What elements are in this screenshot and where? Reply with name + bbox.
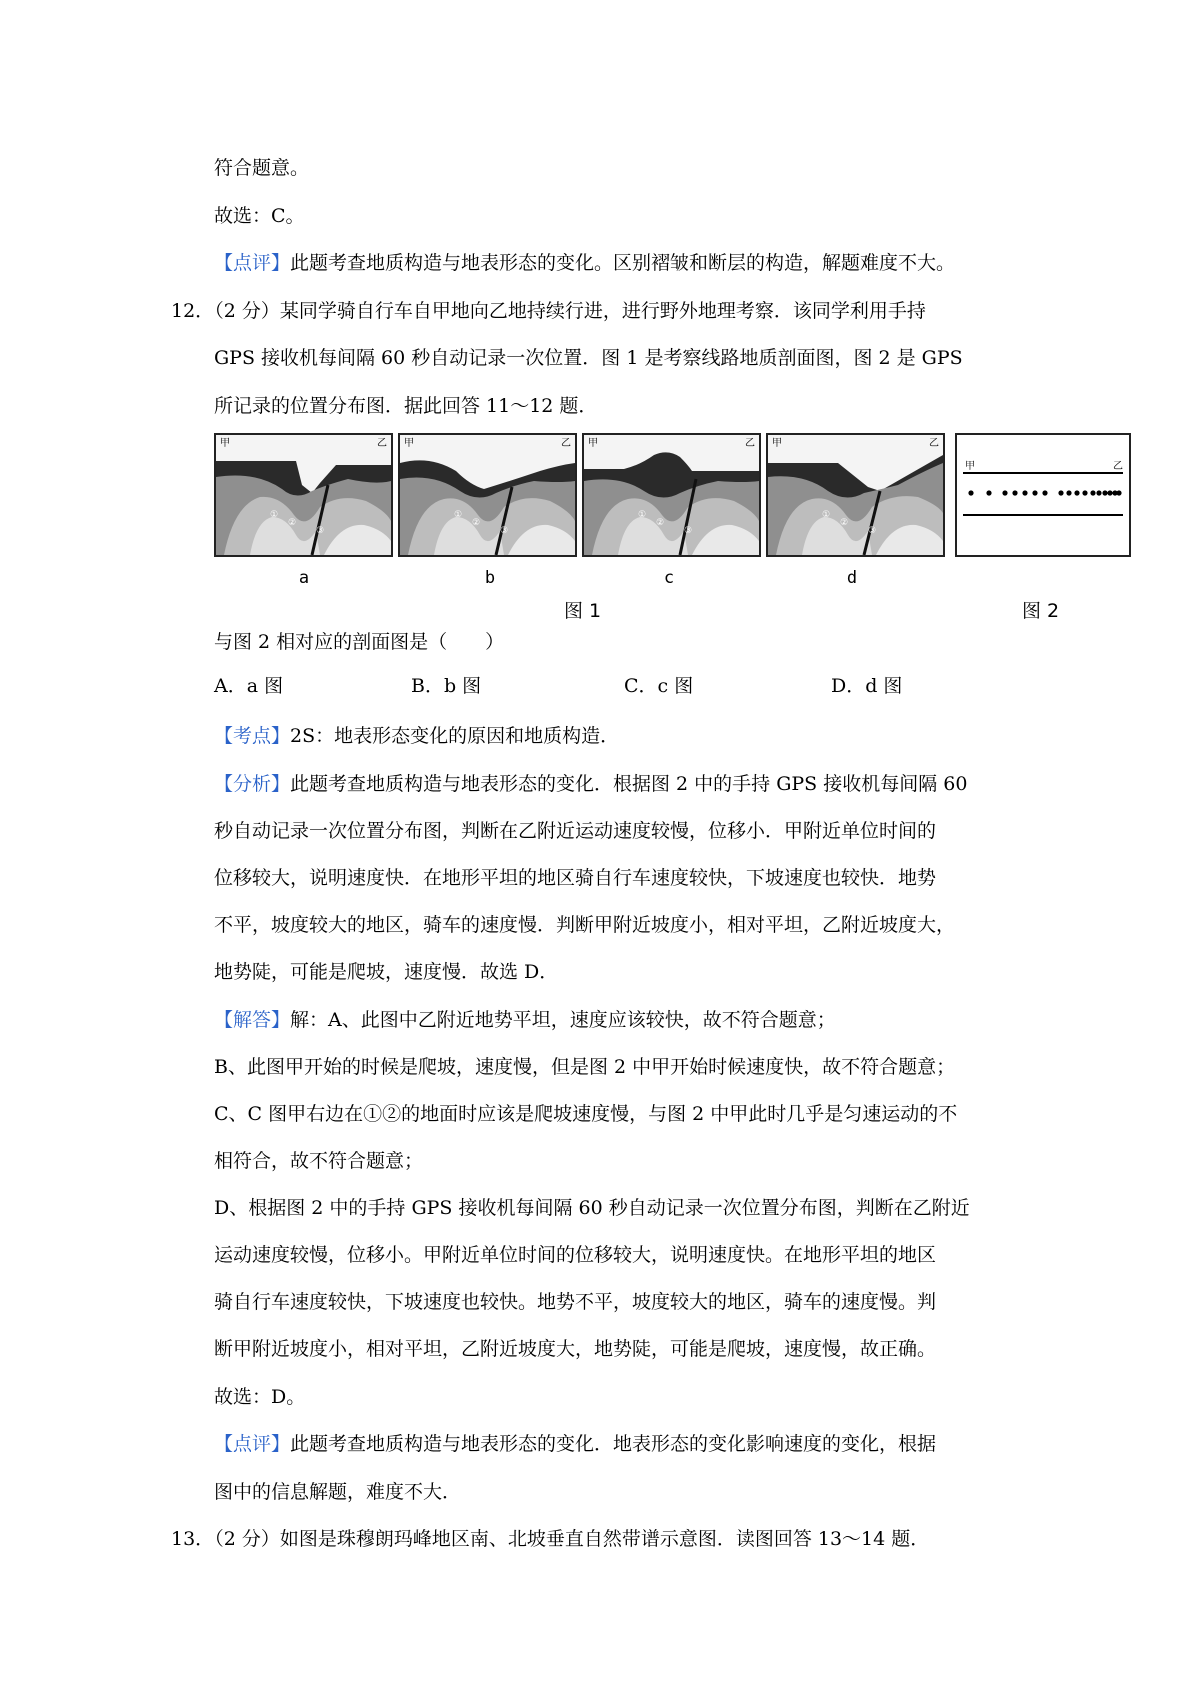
gps-dot bbox=[1102, 490, 1107, 495]
panel-label-c: c bbox=[663, 568, 675, 588]
figure-cross-sections bbox=[214, 433, 1134, 623]
layer-mark-1: ① bbox=[270, 510, 279, 520]
layer-mark-3: ③ bbox=[316, 526, 325, 536]
gps-dot bbox=[1116, 490, 1121, 495]
solution-line-2: B、此图甲开始的时候是爬坡，速度慢，但是图 2 中甲开始时候速度快，故不符合题意； bbox=[214, 1056, 956, 1078]
corner-right-label: 乙 bbox=[929, 438, 939, 449]
figure-1-caption: 图 1 bbox=[564, 600, 602, 622]
gps-dot bbox=[1042, 490, 1047, 495]
layer-mark-3: ③ bbox=[684, 526, 693, 536]
corner-left-label: 甲 bbox=[965, 461, 975, 472]
section-panel-a bbox=[214, 433, 393, 557]
gps-dot bbox=[1032, 490, 1037, 495]
solution-line-3: C、C 图甲右边在①②的地面时应该是爬坡速度慢，与图 2 中甲此时几乎是匀速运动的不 bbox=[214, 1103, 958, 1125]
question-prompt: 与图 2 相对应的剖面图是（ ） bbox=[214, 631, 505, 653]
section-panel-b bbox=[398, 433, 577, 557]
layer-mark-1: ① bbox=[638, 510, 647, 520]
gps-dot bbox=[1058, 490, 1063, 495]
question-number: 13． bbox=[171, 1528, 215, 1550]
question-12-line-3: 所记录的位置分布图．据此回答 11～12 题． bbox=[214, 395, 598, 417]
solution-text: 解：A、此图中乙附近地势平坦，速度应该较快，故不符合题意； bbox=[290, 1009, 836, 1031]
layer-mark-2: ② bbox=[472, 518, 481, 528]
corner-left-label: 甲 bbox=[220, 438, 230, 449]
section-panel-d bbox=[766, 433, 945, 557]
option-d[interactable]: D．d 图 bbox=[831, 675, 903, 697]
corner-right-label: 乙 bbox=[377, 438, 387, 449]
gps-dot bbox=[1022, 490, 1027, 495]
gps-dot bbox=[1096, 490, 1101, 495]
corner-left-label: 甲 bbox=[404, 438, 414, 449]
cross-section-d bbox=[768, 435, 943, 555]
question-12-line-1 bbox=[171, 297, 926, 325]
layer-mark-3: ③ bbox=[500, 526, 509, 536]
gps-position-panel bbox=[955, 433, 1131, 557]
layer-mark-3: ③ bbox=[868, 526, 877, 536]
kaodian-line bbox=[214, 722, 619, 750]
corner-right-label: 乙 bbox=[745, 438, 755, 449]
solution-line-6: 运动速度较慢，位移小。甲附近单位时间的位移较大，说明速度快。在地形平坦的地区 bbox=[214, 1244, 937, 1266]
layer-mark-2: ② bbox=[656, 518, 665, 528]
gps-dot bbox=[1107, 490, 1112, 495]
gps-dot-chart bbox=[957, 435, 1129, 555]
solution-tag: 【解答】 bbox=[214, 1009, 291, 1031]
layer-mark-1: ① bbox=[822, 510, 831, 520]
answer-line: 故选：C。 bbox=[214, 205, 305, 227]
question-number: 12． bbox=[171, 300, 215, 322]
option-c[interactable]: C．c 图 bbox=[624, 675, 694, 697]
text-line: 符合题意。 bbox=[214, 157, 310, 179]
analysis-line-1 bbox=[214, 770, 967, 798]
panel-label-d: d bbox=[846, 568, 858, 588]
review-line-2: 图中的信息解题，难度不大． bbox=[214, 1481, 462, 1503]
corner-right-label: 乙 bbox=[1113, 461, 1123, 472]
layer-mark-1: ① bbox=[454, 510, 463, 520]
kaodian-text: 2S：地表形态变化的原因和地质构造． bbox=[290, 725, 620, 747]
corner-right-label: 乙 bbox=[561, 438, 571, 449]
comment-line bbox=[214, 249, 955, 277]
analysis-line-2: 秒自动记录一次位置分布图，判断在乙附近运动速度较慢，位移小．甲附近单位时间的 bbox=[214, 820, 937, 842]
kaodian-tag: 【考点】 bbox=[214, 725, 291, 747]
review-text: 此题考查地质构造与地表形态的变化．地表形态的变化影响速度的变化，根据 bbox=[290, 1433, 937, 1455]
gps-dot bbox=[1074, 490, 1079, 495]
answer-options bbox=[214, 672, 1014, 702]
panel-label-b: b bbox=[484, 568, 496, 588]
review-line-1 bbox=[214, 1430, 936, 1458]
figure-2-caption: 图 2 bbox=[1022, 600, 1060, 622]
solution-line-8: 断甲附近坡度小，相对平坦，乙附近坡度大，地势陡，可能是爬坡，速度慢，故正确。 bbox=[214, 1338, 937, 1360]
question-text: （2 分）如图是珠穆朗玛峰地区南、北坡垂直自然带谱示意图．读图回答 13～14 题． bbox=[214, 1528, 930, 1550]
corner-left-label: 甲 bbox=[588, 438, 598, 449]
comment-text: 此题考查地质构造与地表形态的变化。区别褶皱和断层的构造，解题难度不大。 bbox=[290, 252, 956, 274]
cross-section-c bbox=[584, 435, 759, 555]
solution-line-1 bbox=[214, 1006, 836, 1034]
comment-tag: 【点评】 bbox=[214, 252, 291, 274]
review-tag: 【点评】 bbox=[214, 1433, 291, 1455]
gps-dot bbox=[1090, 490, 1095, 495]
analysis-line-4: 不平，坡度较大的地区，骑车的速度慢．判断甲附近坡度小，相对平坦，乙附近坡度大， bbox=[214, 914, 956, 936]
analysis-line-3: 位移较大，说明速度快．在地形平坦的地区骑自行车速度较快，下坡速度也较快．地势 bbox=[214, 867, 937, 889]
question-13-line bbox=[171, 1525, 929, 1553]
analysis-line-5: 地势陡，可能是爬坡，速度慢．故选 D． bbox=[214, 961, 559, 983]
solution-line-5: D、根据图 2 中的手持 GPS 接收机每间隔 60 秒自动记录一次位置分布图，判断在乙附近 bbox=[214, 1197, 970, 1219]
option-a[interactable]: A．a 图 bbox=[214, 675, 284, 697]
cross-section-b bbox=[400, 435, 575, 555]
section-panel-c bbox=[582, 433, 761, 557]
corner-left-label: 甲 bbox=[772, 438, 782, 449]
gps-dot bbox=[1002, 490, 1007, 495]
analysis-tag: 【分析】 bbox=[214, 773, 291, 795]
layer-mark-2: ② bbox=[288, 518, 297, 528]
question-text: （2 分）某同学骑自行车自甲地向乙地持续行进，进行野外地理考察．该同学利用手持 bbox=[214, 300, 926, 322]
solution-line-9: 故选：D。 bbox=[214, 1386, 306, 1408]
panel-label-a: a bbox=[298, 568, 310, 588]
layer-mark-2: ② bbox=[840, 518, 849, 528]
gps-dot bbox=[1082, 490, 1087, 495]
gps-dot bbox=[986, 490, 991, 495]
gps-dot bbox=[1012, 490, 1017, 495]
gps-dot bbox=[1066, 490, 1071, 495]
option-b[interactable]: B．b 图 bbox=[411, 675, 482, 697]
question-12-line-2: GPS 接收机每间隔 60 秒自动记录一次位置．图 1 是考察线路地质剖面图，图 2 是 GPS bbox=[214, 347, 963, 369]
solution-line-7: 骑自行车速度较快，下坡速度也较快。地势不平，坡度较大的地区，骑车的速度慢。判 bbox=[214, 1291, 937, 1313]
analysis-text: 此题考查地质构造与地表形态的变化．根据图 2 中的手持 GPS 接收机每间隔 60 bbox=[290, 773, 968, 795]
solution-line-4: 相符合，故不符合题意； bbox=[214, 1150, 424, 1172]
gps-dot bbox=[968, 490, 973, 495]
cross-section-a bbox=[216, 435, 391, 555]
